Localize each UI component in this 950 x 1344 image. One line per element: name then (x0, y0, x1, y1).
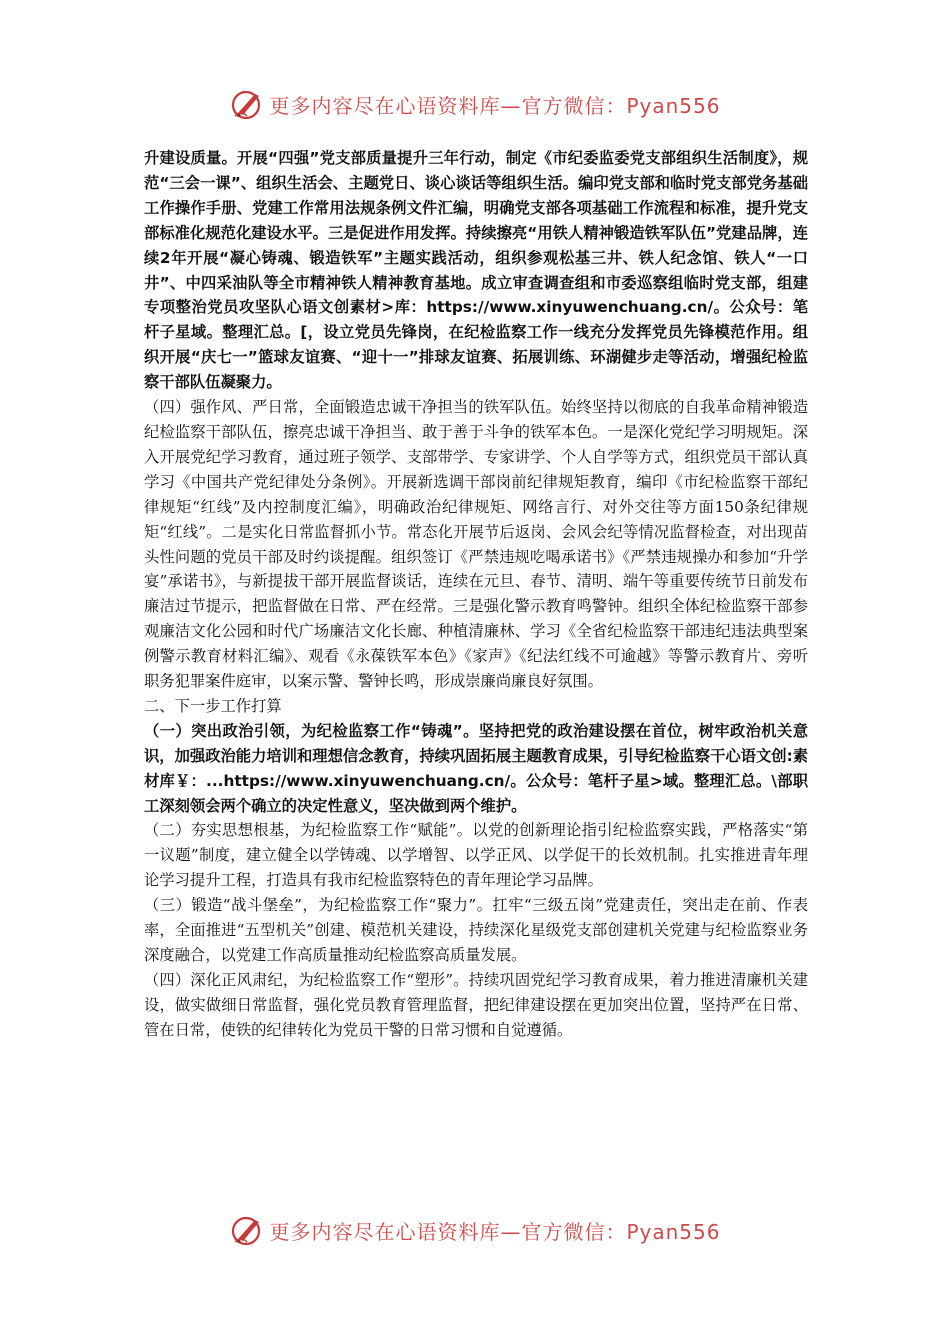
header-banner (0, 84, 950, 124)
paragraph-next-3-fortress: （三）锻造“战斗堡垒”，为纪检监察工作“聚力”。扛牢“三级五岗”党建责任，突出走在前、作表率，全面推进“五型机关”创建、模范机关建设，持续深化星级党支部创建机关党建与纪检监察业务深度融合，以党建工作高质量推动纪检监察高质量发展。 (144, 896, 808, 964)
heading-next-steps: 二、下一步工作打算 (144, 696, 282, 715)
banner-text: 更多内容尽在心语资料库—官方微信：Pyan556 (269, 93, 721, 118)
banner-text: 更多内容尽在心语资料库—官方微信：Pyan556 (269, 1219, 721, 1244)
document-body (144, 146, 808, 1043)
footer-banner (0, 1210, 950, 1250)
paragraph-party-branch-building: 升建设质量。开展“四强”党支部质量提升三年行动，制定《市纪委监委党支部组织生活制度》，规范“三会一课”、组织生活会、主题党日、谈心谈话等组织生活。编印党支部和临时党支部党务基础工作操作手册、党建工作常用法规条例文件汇编，明确党支部各项基础工作流程和标准，提升党支部标准化规范化建设水平。三是促进作用发挥。持续擦亮“用铁人精神锻造铁军队伍”党建品牌，连续2年开展“凝心铸魂、锻造铁军”主题实践活动，组织参观松基三井、铁人纪念馆、铁人“一口井”、中四采油队等全市精神铁人精神教育基地。成立审查调查组和市委巡察组临时党支部，组建专项整治党员攻坚队心语文创素材>库：https://www.xinyuwenchuang.cn/。公众号：笔杆子星域。整理汇总。[，设立党员先锋岗，在纪检监察工作一线充分发挥党员先锋模范作用。组织开展“庆七一”篮球友谊赛、“迎十一”排球友谊赛、拓展训练、环湖健步走等活动，增强纪检监察干部队伍凝聚力。 (144, 149, 808, 392)
pen-logo-icon (229, 86, 265, 122)
paragraph-next-4-discipline: （四）深化正风肃纪，为纪检监察工作“塑形”。持续巩固党纪学习教育成果，着力推进清廉机关建设，做实做细日常监督，强化党员教育管理监督，把纪律建设摆在更加突出位置，坚持严在日常、管在日常，使铁的纪律转化为党员干警的日常习惯和自觉遵循。 (144, 970, 808, 1039)
paragraph-next-1-political-leadership: （一）突出政治引领，为纪检监察工作“铸魂”。坚持把党的政治建设摆在首位，树牢政治机关意识，加强政治能力培训和理想信念教育，持续巩固拓展主题教育成果，引导纪检监察干心语文创:素材库￥：...https://www.xinyuwenchuang.cn/。公众号：笔杆子星>域。整理汇总。\部职工深刻领会两个确立的决定性意义，坚决做到两个维护。 (144, 721, 808, 815)
paragraph-next-2-ideology: （二）夯实思想根基，为纪检监察工作“赋能”。以党的创新理论指引纪检监察实践，严格落实“第一议题”制度，建立健全以学铸魂、以学增智、以学正风、以学促干的长效机制。扎实推进青年理论学习提升工程，打造具有我市纪检监察特色的青年理论学习品牌。 (144, 821, 808, 890)
pen-logo-icon (229, 1212, 265, 1248)
paragraph-section-4-work-style: （四）强作风、严日常，全面锻造忠诚干净担当的铁军队伍。始终坚持以彻底的自我革命精神锻造纪检监察干部队伍，擦亮忠诚干净担当、敢于善于斗争的铁军本色。一是深化党纪学习明规矩。深入开展党纪学习教育，通过班子领学、支部带学、专家讲学、个人自学等方式，组织党员干部认真学习《中国共产党纪律处分条例》。开展新选调干部岗前纪律规矩教育，编印《市纪检监察干部纪律规矩“红线”及内控制度汇编》，明确政治纪律规矩、网络言行、对外交往等方面150条纪律规矩“红线”。二是实化日常监督抓小节。常态化开展节后返岗、会风会纪等情况监督检查，对出现苗头性问题的党员干部及时约谈提醒。组织签订《严禁违规吃喝承诺书》《严禁违规操办和参加“升学宴”承诺书》，与新提拔干部开展监督谈话，连续在元旦、春节、清明、端午等重要传统节日前发布廉洁过节提示，把监督做在日常、严在经常。三是强化警示教育鸣警钟。组织全体纪检监察干部参观廉洁文化公园和时代广场廉洁文化长廊、种植清廉林、学习《全省纪检监察干部违纪违法典型案例警示教育材料汇编》、观看《永葆铁军本色》《家声》《纪法红线不可逾越》等警示教育片、旁听职务犯罪案件庭审，以案示警、警钟长鸣，形成崇廉尚廉良好氛围。 (144, 398, 808, 691)
